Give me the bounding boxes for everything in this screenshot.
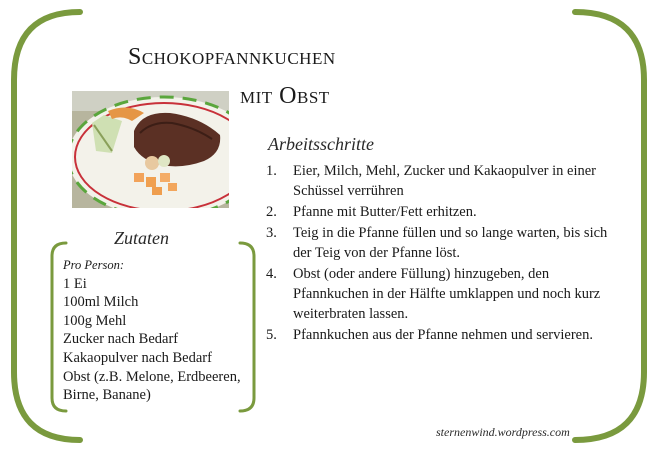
ingredient-item: Obst (z.B. Melone, Erdbeeren, Birne, Banane) xyxy=(63,368,241,404)
step-number: 4. xyxy=(266,266,277,282)
step-number: 2. xyxy=(266,204,277,220)
ingredients-list xyxy=(63,256,253,405)
step-text: Pfanne mit Butter/Fett erhitzen. xyxy=(293,204,477,220)
ingredient-item: 100g Mehl xyxy=(63,312,127,329)
footer-credit: sternenwind.wordpress.com xyxy=(436,425,570,439)
step-text: Eier, Milch, Mehl, Zucker und Kakaopulver in einer Schüssel verrühren xyxy=(293,163,597,199)
per-person-label: Pro Person: xyxy=(63,258,124,272)
ingredients-heading: Zutaten xyxy=(114,228,170,248)
step-number: 5. xyxy=(266,327,277,343)
recipe-title-line2: mit Obst xyxy=(240,83,330,109)
step-text: Teig in die Pfanne füllen und so lange warten, bis sich der Teig von der Pfanne löst. xyxy=(293,225,608,261)
step-item xyxy=(266,325,626,345)
steps-list xyxy=(266,161,626,346)
step-item xyxy=(266,223,626,263)
step-item xyxy=(266,161,626,201)
step-text: Obst (oder andere Füllung) hinzugeben, den Pfannkuchen in der Hälfte umklappen und noch kurz weiterbraten lassen. xyxy=(293,266,601,322)
ingredient-item: 1 Ei xyxy=(63,275,87,292)
step-number: 1. xyxy=(266,163,277,179)
ingredient-item: Zucker nach Bedarf xyxy=(63,331,179,348)
recipe-photo xyxy=(72,91,229,208)
ingredient-item: 100ml Milch xyxy=(63,294,139,311)
ingredient-item: Kakaopulver nach Bedarf xyxy=(63,349,212,366)
step-number: 3. xyxy=(266,225,277,241)
steps-heading: Arbeitsschritte xyxy=(268,134,374,154)
step-item xyxy=(266,264,626,324)
step-item xyxy=(266,202,626,222)
recipe-title-line1: Schokopfannkuchen xyxy=(128,44,336,70)
step-text: Pfannkuchen aus der Pfanne nehmen und servieren. xyxy=(293,327,593,343)
